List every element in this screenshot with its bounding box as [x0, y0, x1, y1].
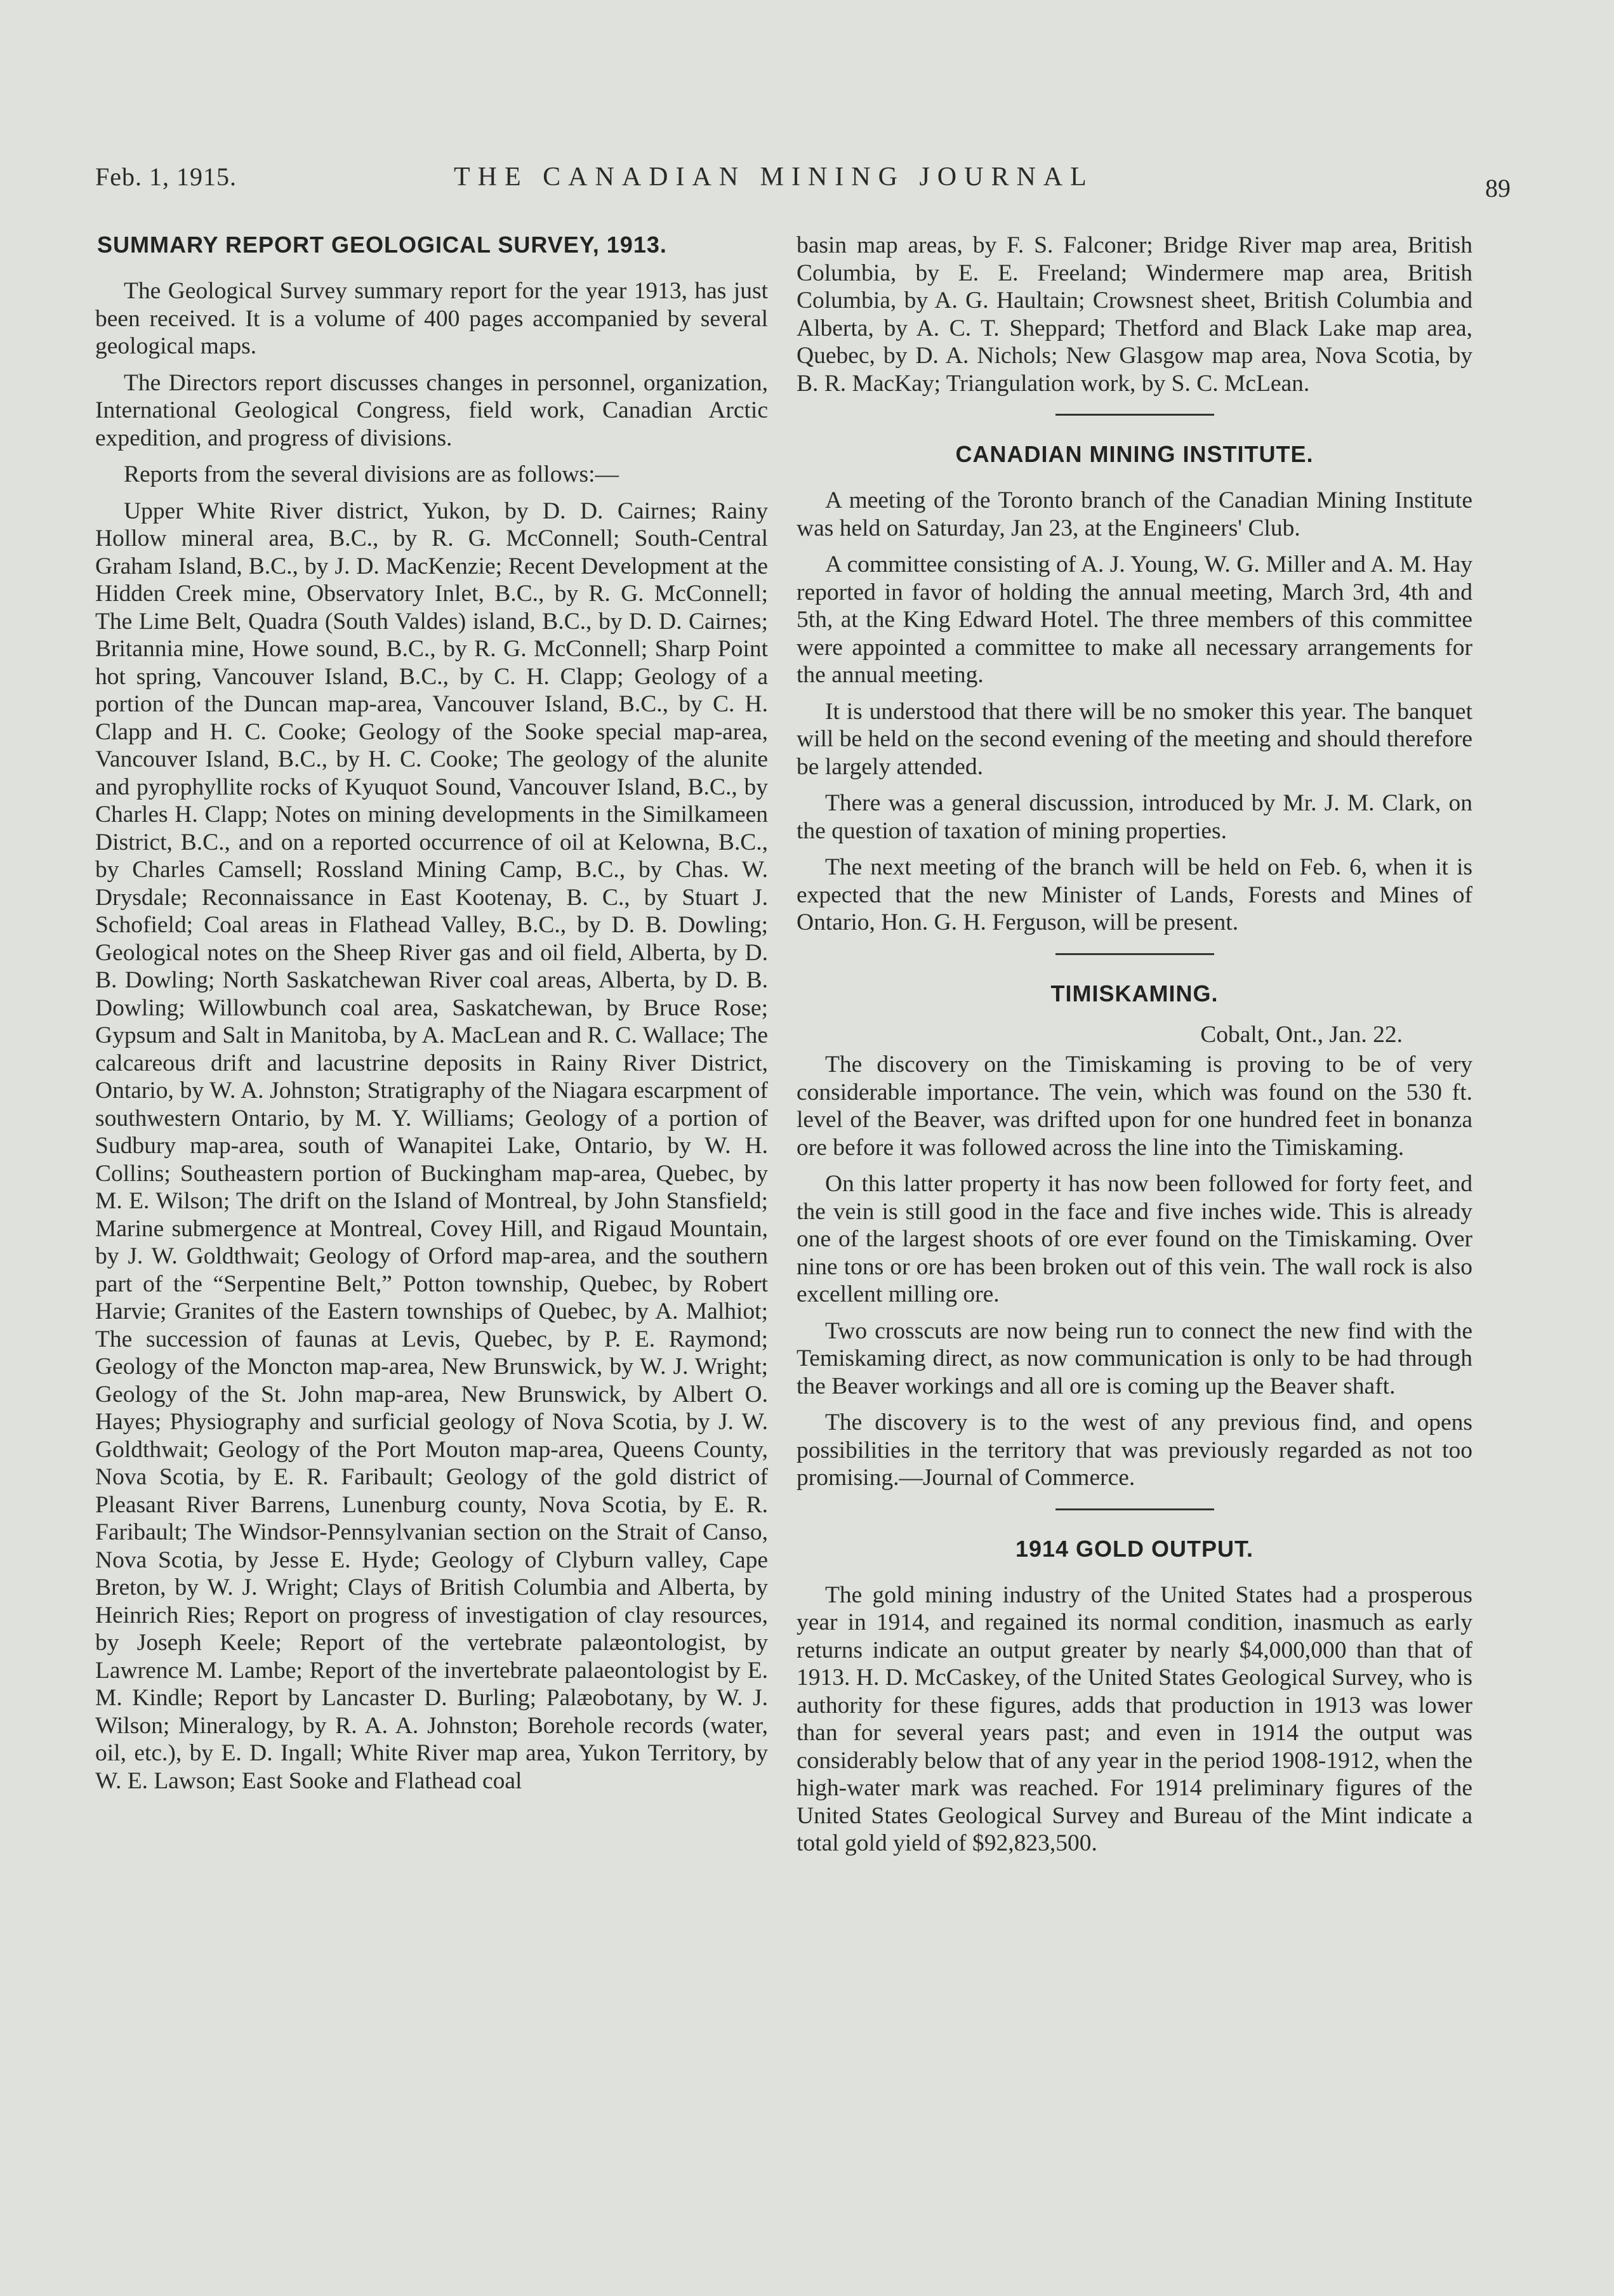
section-divider — [1055, 1508, 1214, 1510]
article-paragraph: A committee consisting of A. J. Young, W. G. Miller and A. M. Hay reported in favor of holding the annual meeting, March 3rd, 4th and 5th, at the King Edward Hotel. The three members of this committee were appointed a committee to make all necessary arrangements for the annual meeting. — [797, 551, 1472, 688]
reports-list-continued: basin map areas, by F. S. Falconer; Bridge River map area, British Columbia, by E. E. Freeland; Windermere map area, British Columbia, by A. G. Haultain; Crowsnest sheet, British Columbia and Alberta, by A. C. T. Sheppard; Thetford and Black Lake map area, Quebec, by D. A. Nichols; New Glasgow map area, Nova Scotia, by B. R. MacKay; Triangulation work, by S. C. McLean. — [797, 232, 1472, 397]
section-divider — [1055, 953, 1214, 955]
article-title-gold-output: 1914 GOLD OUTPUT. — [1015, 1535, 1254, 1562]
right-column — [797, 232, 1472, 1866]
article-paragraph: The gold mining industry of the United States had a prosperous year in 1914, and regained its normal condition, inasmuch as early returns indicate an output greater by nearly $4,000,000 than that of 1913. H. D. McCaskey, of the United States Geological Survey, who is authority for these figures, adds that production in 1913 was lower than for several years past; and even in 1914 the output was considerably below that of any year in the period 1908-1912, when the high-water mark was reached. For 1914 preliminary figures of the United States Geological Survey and Bureau of the Mint indicate a total gold yield of $92,823,500. — [797, 1581, 1472, 1856]
article-paragraph: On this latter property it has now been followed for forty feet, and the vein is still good in the face and five inches wide. This is already one of the largest shoots of ore ever found on the Timiskaming. Over nine tons or ore has been broken out of this vein. The wall rock is also excellent milling ore. — [797, 1171, 1472, 1307]
reports-list-continuous — [95, 498, 768, 1795]
article-paragraph: Reports from the several divisions are as follows:— — [124, 461, 619, 487]
article-title-timiskaming: TIMISKAMING. — [1050, 980, 1219, 1006]
article-paragraph: The discovery on the Timiskaming is proving to be of very considerable importance. The vein, which was found on the 530 ft. level of the Beaver, was drifted upon for one hundred feet in bonanza ore before it was followed across the line into the Timiskaming. — [797, 1052, 1472, 1161]
page-header — [95, 162, 1511, 213]
article-paragraph: The discovery is to the west of any previous find, and opens possibilities in the territory that was previously regarded as not too promising.—Journal of Commerce. — [797, 1409, 1472, 1491]
reports-list-paragraph: Upper White River district, Yukon, by D. D. Cairnes; Rainy Hollow mineral area, B.C., by R. G. McConnell; South-Central Graham Island, B.C., by J. D. MacKenzie; Recent Development at the Hidden Creek mine, Observatory Inlet, B.C., by R. G. McConnell; The Lime Belt, Quadra (South Valdes) island, B.C., by D. D. Cairnes; Britannia mine, Howe sound, B.C., by R. G. McConnell; Sharp Point hot spring, Vancouver Island, B.C., by C. H. Clapp; Geology of a portion of the Duncan map-area, Vancouver Island, B.C., by C. H. Clapp and H. C. Cooke; Geology of the Sooke special map-area, Vancouver Island, B.C., by H. C. Cooke; The geology of the alunite and pyrophyllite rocks of Kyuquot Sound, Vancouver Island, B.C., by Charles H. Clapp; Notes on mining developments in the Similkameen District, B.C., and on a reported occurrence of oil at Kelowna, B.C., by Charles Camsell; Rossland Mining Camp, B.C., by Chas. W. Drysdale; Reconnaissance in East Kootenay, B. C., by Stuart J. Schofield; Coal areas in Flathead Valley, B.C., by D. B. Dowling; Geological notes on the Sheep River gas and oil field, Alberta, by D. B. Dowling; North Saskatchewan River coal areas, Alberta, by D. B. Dowling; Willowbunch coal area, Saskatchewan, by Bruce Rose; Gypsum and Salt in Manitoba, by A. MacLean and R. C. Wallace; The calcareous drift and lacustrine deposits in Rainy River District, Ontario, by W. A. Johnston; Stratigraphy of the Niagara escarpment of southwestern Ontario, by M. Y. Williams; Geology of a portion of Sudbury map-area, south of Wanapitei Lake, Ontario, by W. H. Collins; Southeastern portion of Buckingham map-area, Quebec, by M. E. Wilson; The drift on the Island of Montreal, by John Stansfield; Marine submergence at Montreal, Covey Hill, and Rigaud Mountain, by J. W. Goldthwait; Geology of Orford map-area, and the southern part of the “Serpentine Belt,” Potton township, Quebec, by Robert Harvie; Granites of the Eastern townships of Quebec, by A. Malhiot; The succession of faunas at Levis, Quebec, by P. E. Raymond; Geology of the Moncton map-area, New Brunswick, by W. J. Wright; Geology of the St. John map-area, New Brunswick, by Albert O. Hayes; Physiography and surficial geology of Nova Scotia, by J. W. Goldthwait; Geology of the Port Mouton map-area, Queens County, Nova Scotia, by E. R. Faribault; Geology of the gold district of Pleasant River Barrens, Lunenburg county, Nova Scotia, by E. R. Faribault; The Windsor-Pennsylvanian section on the Strait of Canso, Nova Scotia, by Jesse E. Hyde; Geology of Clyburn valley, Cape Breton, by W. J. Wright; Clays of British Columbia and Alberta, by Heinrich Ries; Report on progress of investigation of clay resources, by Joseph Keele; Report of the vertebrate palæontologist, by Lawrence M. Lambe; Report of the invertebrate palaeontologist by E. M. Kindle; Report by Lancaster D. Burling; Palæobotany, by W. J. Wilson; Mineralogy, by R. A. A. Johnston; Borehole records (water, oil, etc.), by E. D. Ingall; White River map area, Yukon Territory, by W. E. Lawson; East Sooke and Flathead coal — [95, 498, 768, 1794]
journal-title: THE CANADIAN MINING JOURNAL — [454, 162, 1094, 192]
page-number: 89 — [1485, 174, 1511, 202]
dateline: Cobalt, Ont., Jan. 22. — [1200, 1021, 1403, 1048]
article-paragraph: It is understood that there will be no smoker this year. The banquet will be held on the second evening of the meeting and should therefore be largely attended. — [797, 698, 1472, 780]
article-paragraph: The next meeting of the branch will be held on Feb. 6, when it is expected that the new Minister of Lands, Forests and Mines of Ontario, Hon. G. H. Ferguson, will be present. — [797, 854, 1472, 935]
article-paragraph: There was a general discussion, introduced by Mr. J. M. Clark, on the question of taxation of mining properties. — [797, 790, 1472, 844]
article-title-summary-report: SUMMARY REPORT GEOLOGICAL SURVEY, 1913. — [97, 232, 667, 258]
left-column — [95, 232, 768, 1804]
article-paragraph: A meeting of the Toronto branch of the Canadian Mining Institute was held on Saturday, Jan 23, at the Engineers' Club. — [797, 487, 1472, 541]
header-date: Feb. 1, 1915. — [95, 162, 237, 191]
article-paragraph: The Geological Survey summary report for the year 1913, has just been received. It is a volume of 400 pages accompanied by several geological maps. — [95, 278, 768, 359]
article-paragraph: The Directors report discusses changes in personnel, organization, International Geological Congress, field work, Canadian Arctic expedition, and progress of divisions. — [95, 369, 768, 451]
article-paragraph: Two crosscuts are now being run to connect the new find with the Temiskaming direct, as now communication is only to be had through the Beaver workings and all ore is coming up the Beaver shaft. — [797, 1317, 1472, 1399]
article-title-canadian-mining-institute: CANADIAN MINING INSTITUTE. — [955, 441, 1314, 467]
section-divider — [1055, 414, 1214, 416]
